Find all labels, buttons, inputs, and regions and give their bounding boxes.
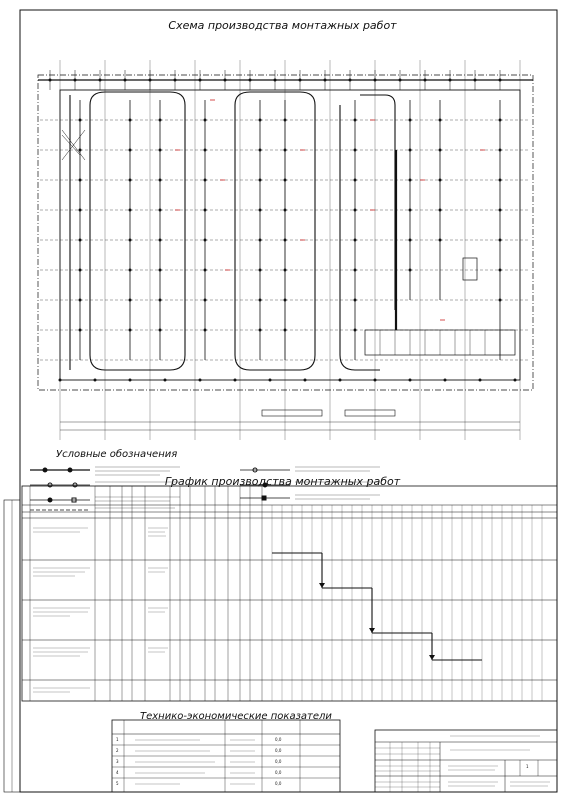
site-plan [38, 60, 533, 440]
schedule-grid [22, 486, 557, 701]
plan-title: Схема производства монтажных работ [168, 19, 397, 32]
tep-row-num: 3 [116, 759, 119, 764]
column-nodes [49, 79, 517, 382]
tep-row-value: 0,0 [275, 748, 282, 753]
tep-row-value: 0,0 [275, 770, 282, 775]
sheet-number: 1 [526, 764, 529, 769]
tep-row-num: 1 [116, 737, 119, 742]
gantt-bars [272, 553, 482, 660]
tep-title: Технико-экономические показатели [140, 711, 332, 722]
tep-row-num: 2 [116, 748, 119, 753]
tep-grid [112, 720, 340, 792]
schedule-title: График производства монтажных работ [164, 475, 401, 488]
tep-row-num: 5 [116, 781, 119, 786]
tep-row-value: 0,0 [275, 737, 282, 742]
tep-row-num: 4 [116, 770, 119, 775]
tep-row-value: 0,0 [275, 759, 282, 764]
legend-title: Условные обозначения [56, 449, 178, 460]
tep-row-value: 0,0 [275, 781, 282, 786]
title-block [375, 730, 557, 792]
